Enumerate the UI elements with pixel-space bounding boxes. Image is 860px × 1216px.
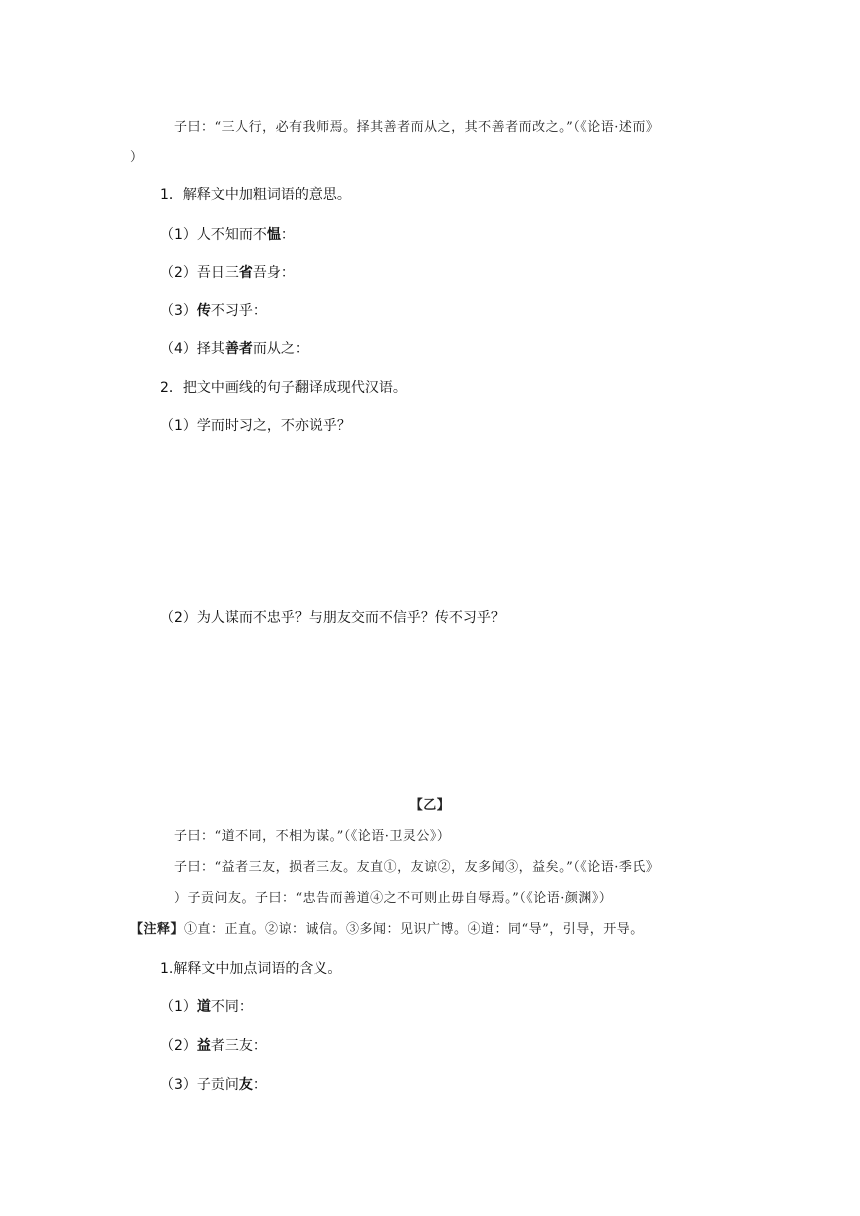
q1-item-1: （1）人不知而不愠： xyxy=(160,227,295,243)
annotation-note: 【注释】①直：正直。②谅：诚信。③多闻：见识广博。④道：同“导”，引导，开导。 xyxy=(130,922,644,937)
question-2-title: 2．把文中画线的句子翻译成现代汉语。 xyxy=(160,380,407,396)
q1-item-4: （4）择其善者而从之： xyxy=(160,341,309,357)
question-b1-title: 1.解释文中加点词语的含义。 xyxy=(160,961,342,977)
q1-item-2: （2）吾日三省吾身： xyxy=(160,265,295,281)
qb1-item-2: （2）益者三友： xyxy=(160,1038,267,1054)
section-heading: 【乙】 xyxy=(409,798,451,813)
q1-item-3: （3）传不习乎： xyxy=(160,303,267,319)
bold-word: 传 xyxy=(196,303,211,319)
qb1-item-1: （1）道不同： xyxy=(160,999,253,1015)
bold-word: 友 xyxy=(238,1077,253,1093)
bold-word: 道 xyxy=(196,999,211,1015)
q2-item-2: （2）为人谋而不忠乎？与朋友交而不信乎？传不习乎？ xyxy=(160,610,505,626)
passage-line-3: ）子贡问友。子曰：“忠告而善道④之不可则止毋自辱焉。”（《论语·颜渊》） xyxy=(174,891,613,906)
qb1-item-3: （3）子贡问友： xyxy=(160,1077,267,1093)
q2-item-1: （1）学而时习之，不亦说乎？ xyxy=(160,418,351,434)
quote-close: ） xyxy=(130,150,144,165)
passage-line-1: 子曰：“道不同，不相为谋。”（《论语·卫灵公》） xyxy=(174,829,451,844)
bold-word: 省 xyxy=(238,265,253,281)
quote-line: 子曰：“三人行，必有我师焉。择其善者而从之，其不善者而改之。”（《论语·述而》 xyxy=(174,120,660,135)
bold-word: 益 xyxy=(196,1038,211,1054)
bold-word: 愠 xyxy=(266,227,281,243)
note-label: 【注释】 xyxy=(130,922,185,937)
bold-word: 善者 xyxy=(224,341,253,357)
passage-line-2: 子曰：“益者三友，损者三友。友直①，友谅②，友多闻③，益矣。”（《论语·季氏》 xyxy=(174,860,660,875)
question-1-title: 1．解释文中加粗词语的意思。 xyxy=(160,187,351,203)
